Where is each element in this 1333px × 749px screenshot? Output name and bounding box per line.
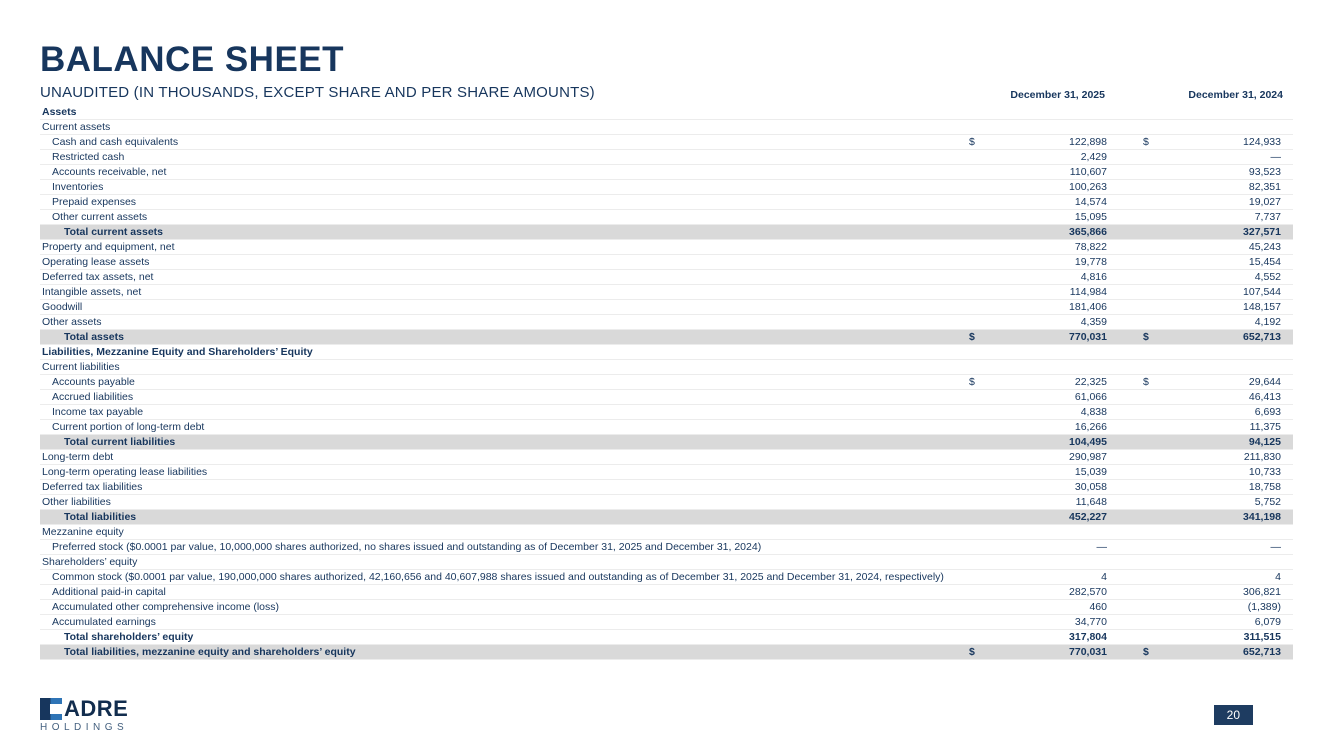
value-2025: 282,570 [995, 585, 1115, 600]
row-label: Accounts payable [40, 375, 967, 390]
table-row [40, 510, 1293, 525]
value-2024: 18,758 [1173, 480, 1293, 495]
logo-top-row [40, 698, 128, 720]
dollar-sign-2024 [1115, 105, 1173, 120]
table-row [40, 345, 1293, 360]
dollar-sign-2025 [967, 120, 995, 135]
value-2024: 93,523 [1173, 165, 1293, 180]
dollar-sign-2024 [1115, 465, 1173, 480]
value-2025: 114,984 [995, 285, 1115, 300]
dollar-sign-2024 [1115, 255, 1173, 270]
value-2024: 148,157 [1173, 300, 1293, 315]
dollar-sign-2025 [967, 270, 995, 285]
value-2024: 11,375 [1173, 420, 1293, 435]
dollar-sign-2025 [967, 300, 995, 315]
dollar-sign-2025 [967, 585, 995, 600]
page-number-badge: 20 [1214, 705, 1253, 725]
value-2025: 11,648 [995, 495, 1115, 510]
value-2025: 4,838 [995, 405, 1115, 420]
dollar-sign-2025 [967, 615, 995, 630]
value-2025: 460 [995, 600, 1115, 615]
table-row [40, 180, 1293, 195]
value-2025: 110,607 [995, 165, 1115, 180]
balance-sheet-table [40, 84, 1293, 660]
value-2024: 311,515 [1173, 630, 1293, 645]
dollar-sign-2024 [1115, 525, 1173, 540]
row-label: Accumulated other comprehensive income (loss) [40, 600, 967, 615]
value-2025 [995, 555, 1115, 570]
value-2024: 6,693 [1173, 405, 1293, 420]
row-label: Accrued liabilities [40, 390, 967, 405]
value-2025 [995, 105, 1115, 120]
value-2024: 107,544 [1173, 285, 1293, 300]
value-2025 [995, 525, 1115, 540]
cadre-c-block-icon [40, 698, 62, 720]
row-label: Intangible assets, net [40, 285, 967, 300]
value-2025: 100,263 [995, 180, 1115, 195]
row-label: Total current assets [40, 225, 967, 240]
dollar-sign-2024 [1115, 120, 1173, 135]
dollar-sign-2025 [967, 150, 995, 165]
column-header-dec-31-2025: December 31, 2025 [1010, 89, 1105, 101]
row-label: Total liabilities, mezzanine equity and shareholders’ equity [40, 645, 967, 660]
row-label: Current assets [40, 120, 967, 135]
row-label: Additional paid-in capital [40, 585, 967, 600]
value-2025 [995, 120, 1115, 135]
table-row [40, 525, 1293, 540]
row-label: Goodwill [40, 300, 967, 315]
table-row [40, 600, 1293, 615]
dollar-sign-2024 [1115, 540, 1173, 555]
value-2025: 4,359 [995, 315, 1115, 330]
value-2024: 306,821 [1173, 585, 1293, 600]
row-label: Prepaid expenses [40, 195, 967, 210]
dollar-sign-2024 [1115, 450, 1173, 465]
value-2024: 124,933 [1173, 135, 1293, 150]
dollar-sign-2024 [1115, 360, 1173, 375]
dollar-sign-2024 [1115, 480, 1173, 495]
row-label: Current liabilities [40, 360, 967, 375]
table-row [40, 330, 1293, 345]
dollar-sign-2024 [1115, 495, 1173, 510]
value-2024 [1173, 105, 1293, 120]
value-2024: 82,351 [1173, 180, 1293, 195]
dollar-sign-2025 [967, 480, 995, 495]
row-label: Mezzanine equity [40, 525, 967, 540]
value-2024: 45,243 [1173, 240, 1293, 255]
dollar-sign-2025 [967, 495, 995, 510]
dollar-sign-2024: $ [1115, 375, 1173, 390]
value-2024: 327,571 [1173, 225, 1293, 240]
dollar-sign-2024 [1115, 390, 1173, 405]
value-2024: 94,125 [1173, 435, 1293, 450]
dollar-sign-2024 [1115, 165, 1173, 180]
value-2025: 30,058 [995, 480, 1115, 495]
dollar-sign-2024 [1115, 225, 1173, 240]
value-2025: 290,987 [995, 450, 1115, 465]
row-label: Deferred tax assets, net [40, 270, 967, 285]
dollar-sign-2025 [967, 525, 995, 540]
table-row [40, 225, 1293, 240]
dollar-sign-2025 [967, 510, 995, 525]
row-label: Cash and cash equivalents [40, 135, 967, 150]
dollar-sign-2025 [967, 450, 995, 465]
page-title: BALANCE SHEET [40, 40, 345, 79]
row-label: Other assets [40, 315, 967, 330]
table-row [40, 450, 1293, 465]
row-label: Income tax payable [40, 405, 967, 420]
row-label: Total assets [40, 330, 967, 345]
logo-subtext: HOLDINGS [40, 722, 129, 733]
table-row [40, 210, 1293, 225]
value-2024: 7,737 [1173, 210, 1293, 225]
value-2025: 61,066 [995, 390, 1115, 405]
row-label: Total liabilities [40, 510, 967, 525]
value-2025: 365,866 [995, 225, 1115, 240]
table-row [40, 135, 1293, 150]
value-2024: 5,752 [1173, 495, 1293, 510]
row-label: Restricted cash [40, 150, 967, 165]
value-2024: 341,198 [1173, 510, 1293, 525]
dollar-sign-2025 [967, 210, 995, 225]
value-2025: 770,031 [995, 645, 1115, 660]
table-row [40, 390, 1293, 405]
table-row [40, 165, 1293, 180]
table-row [40, 285, 1293, 300]
dollar-sign-2025 [967, 165, 995, 180]
table-row [40, 435, 1293, 450]
dollar-sign-2024: $ [1115, 645, 1173, 660]
dollar-sign-2024 [1115, 510, 1173, 525]
value-2025: 34,770 [995, 615, 1115, 630]
dollar-sign-2025 [967, 345, 995, 360]
value-2024: 211,830 [1173, 450, 1293, 465]
dollar-sign-2025 [967, 570, 995, 585]
value-2025: 4,816 [995, 270, 1115, 285]
dollar-sign-2025 [967, 405, 995, 420]
row-label: Preferred stock ($0.0001 par value, 10,000,000 shares authorized, no shares issued and outstanding as of December 31, 2025 and December 31, 2024) [40, 540, 967, 555]
dollar-sign-2024 [1115, 585, 1173, 600]
value-2024: 4,192 [1173, 315, 1293, 330]
value-2025: 16,266 [995, 420, 1115, 435]
value-2024: — [1173, 540, 1293, 555]
value-2025: 4 [995, 570, 1115, 585]
dollar-sign-2025: $ [967, 135, 995, 150]
dollar-sign-2025 [967, 390, 995, 405]
row-label: Total shareholders’ equity [40, 630, 967, 645]
value-2024: 29,644 [1173, 375, 1293, 390]
value-2024 [1173, 120, 1293, 135]
dollar-sign-2025 [967, 285, 995, 300]
dollar-sign-2024 [1115, 435, 1173, 450]
dollar-sign-2024 [1115, 405, 1173, 420]
value-2025: 78,822 [995, 240, 1115, 255]
value-2025: 122,898 [995, 135, 1115, 150]
table-row [40, 300, 1293, 315]
table-row [40, 240, 1293, 255]
table-row [40, 615, 1293, 630]
table-row [40, 630, 1293, 645]
column-header-dec-31-2024: December 31, 2024 [1188, 89, 1283, 101]
table-row [40, 645, 1293, 660]
table-row [40, 420, 1293, 435]
value-2024 [1173, 525, 1293, 540]
dollar-sign-2025 [967, 465, 995, 480]
value-2025: 104,495 [995, 435, 1115, 450]
value-2024 [1173, 555, 1293, 570]
dollar-sign-2025 [967, 435, 995, 450]
row-label: Property and equipment, net [40, 240, 967, 255]
value-2024: 4 [1173, 570, 1293, 585]
value-2025: 181,406 [995, 300, 1115, 315]
dollar-sign-2024 [1115, 555, 1173, 570]
table-row [40, 120, 1293, 135]
value-2024 [1173, 360, 1293, 375]
dollar-sign-2024 [1115, 570, 1173, 585]
dollar-sign-2024 [1115, 300, 1173, 315]
dollar-sign-2025 [967, 555, 995, 570]
table-row [40, 360, 1293, 375]
row-label: Total current liabilities [40, 435, 967, 450]
value-2024: 4,552 [1173, 270, 1293, 285]
value-2025: 452,227 [995, 510, 1115, 525]
value-2024: (1,389) [1173, 600, 1293, 615]
dollar-sign-2024 [1115, 210, 1173, 225]
row-label: Assets [40, 105, 967, 120]
dollar-sign-2025 [967, 360, 995, 375]
row-label: Accumulated earnings [40, 615, 967, 630]
value-2025: 22,325 [995, 375, 1115, 390]
row-label: Long-term operating lease liabilities [40, 465, 967, 480]
table-row [40, 540, 1293, 555]
dollar-sign-2025 [967, 240, 995, 255]
row-label: Other current assets [40, 210, 967, 225]
cadre-logo [40, 698, 128, 733]
table-row [40, 105, 1293, 120]
dollar-sign-2024 [1115, 630, 1173, 645]
value-2024: 10,733 [1173, 465, 1293, 480]
dollar-sign-2024 [1115, 315, 1173, 330]
table-row [40, 495, 1293, 510]
logo-text: ADRE [64, 696, 129, 721]
dollar-sign-2025 [967, 540, 995, 555]
row-label: Accounts receivable, net [40, 165, 967, 180]
row-label: Deferred tax liabilities [40, 480, 967, 495]
dollar-sign-2025 [967, 315, 995, 330]
table-row [40, 480, 1293, 495]
value-2025: — [995, 540, 1115, 555]
value-2024: 652,713 [1173, 330, 1293, 345]
dollar-sign-2024 [1115, 285, 1173, 300]
dollar-sign-2024 [1115, 150, 1173, 165]
table-row [40, 315, 1293, 330]
value-2025: 15,095 [995, 210, 1115, 225]
row-label: Long-term debt [40, 450, 967, 465]
row-label: Liabilities, Mezzanine Equity and Shareholders’ Equity [40, 345, 967, 360]
dollar-sign-2025 [967, 420, 995, 435]
value-2024: 6,079 [1173, 615, 1293, 630]
dollar-sign-2024 [1115, 180, 1173, 195]
value-2025 [995, 360, 1115, 375]
subtitle: UNAUDITED (IN THOUSANDS, EXCEPT SHARE AND PER SHARE AMOUNTS) [40, 84, 595, 101]
dollar-sign-2024 [1115, 240, 1173, 255]
dollar-sign-2025 [967, 630, 995, 645]
value-2024: — [1173, 150, 1293, 165]
table-row [40, 255, 1293, 270]
dollar-sign-2025 [967, 600, 995, 615]
dollar-sign-2025 [967, 225, 995, 240]
table-row [40, 405, 1293, 420]
table-row [40, 465, 1293, 480]
value-2025: 770,031 [995, 330, 1115, 345]
table-row [40, 375, 1293, 390]
dollar-sign-2024 [1115, 600, 1173, 615]
row-label: Inventories [40, 180, 967, 195]
value-2025: 14,574 [995, 195, 1115, 210]
dollar-sign-2024 [1115, 270, 1173, 285]
table-row [40, 150, 1293, 165]
value-2024: 15,454 [1173, 255, 1293, 270]
value-2025: 19,778 [995, 255, 1115, 270]
dollar-sign-2024: $ [1115, 135, 1173, 150]
value-2024: 652,713 [1173, 645, 1293, 660]
row-label: Shareholders’ equity [40, 555, 967, 570]
dollar-sign-2025 [967, 195, 995, 210]
table-row [40, 555, 1293, 570]
row-label: Common stock ($0.0001 par value, 190,000,000 shares authorized, 42,160,656 and 40,607,988 shares issued and outstanding as of December 31, 2025 and December 31, 2024, respectively) [40, 570, 967, 585]
value-2025: 2,429 [995, 150, 1115, 165]
value-2025 [995, 345, 1115, 360]
value-2024 [1173, 345, 1293, 360]
row-label: Current portion of long-term debt [40, 420, 967, 435]
dollar-sign-2025 [967, 255, 995, 270]
value-2025: 15,039 [995, 465, 1115, 480]
dollar-sign-2024: $ [1115, 330, 1173, 345]
dollar-sign-2025 [967, 180, 995, 195]
value-2024: 19,027 [1173, 195, 1293, 210]
row-label: Other liabilities [40, 495, 967, 510]
dollar-sign-2025: $ [967, 645, 995, 660]
dollar-sign-2024 [1115, 420, 1173, 435]
value-2024: 46,413 [1173, 390, 1293, 405]
dollar-sign-2024 [1115, 195, 1173, 210]
row-label: Operating lease assets [40, 255, 967, 270]
table-row [40, 195, 1293, 210]
dollar-sign-2024 [1115, 345, 1173, 360]
balance-sheet-body [40, 105, 1293, 660]
table-row [40, 570, 1293, 585]
table-row [40, 270, 1293, 285]
dollar-sign-2025: $ [967, 375, 995, 390]
value-2025: 317,804 [995, 630, 1115, 645]
table-header-row [40, 84, 1293, 105]
table-row [40, 585, 1293, 600]
dollar-sign-2025: $ [967, 330, 995, 345]
dollar-sign-2024 [1115, 615, 1173, 630]
dollar-sign-2025 [967, 105, 995, 120]
